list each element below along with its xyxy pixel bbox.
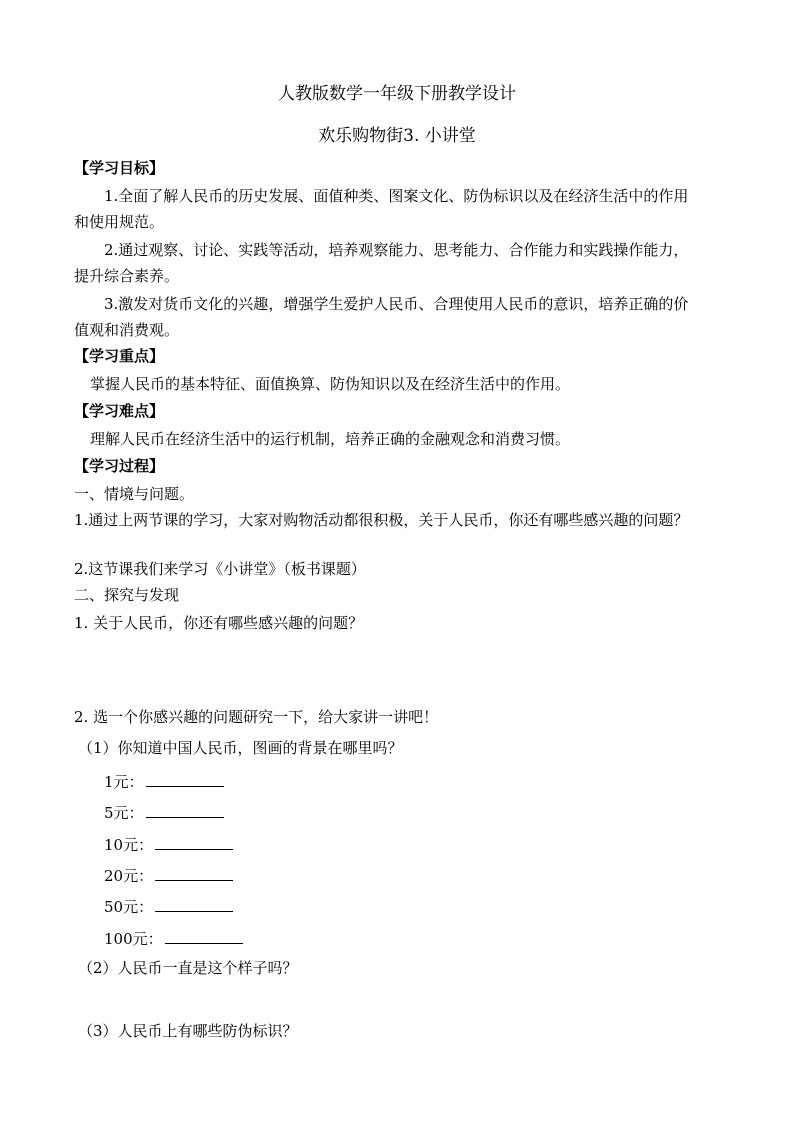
- key-points-heading: 【学习重点】: [74, 347, 165, 365]
- part-2-heading: 二、探究与发现: [74, 586, 180, 604]
- denomination-row: [104, 896, 233, 917]
- goal-1-line-2: 和使用规范。: [74, 213, 165, 231]
- goals-heading: 【学习目标】: [74, 159, 165, 177]
- denomination-row: [104, 802, 224, 823]
- goal-3-line-1: 3.激发对货币文化的兴趣，增强学生爱护人民币、合理使用人民币的意识，培养正确的价: [104, 295, 689, 313]
- sub-question-2: （2）人民币一直是这个样子吗？: [78, 959, 298, 977]
- answer-blank[interactable]: [146, 802, 224, 818]
- key-points-text: 掌握人民币的基本特征、面值换算、防伪知识以及在经济生活中的作用。: [90, 375, 571, 393]
- denomination-row: [104, 865, 233, 886]
- difficulty-text: 理解人民币在经济生活中的运行机制，培养正确的金融观念和消费习惯。: [90, 430, 571, 448]
- denomination-label: 5元：: [104, 804, 144, 822]
- process-heading: 【学习过程】: [74, 457, 165, 475]
- denomination-label: 100元：: [104, 930, 163, 948]
- answer-blank[interactable]: [155, 896, 233, 912]
- denomination-row: [104, 834, 233, 855]
- part-1-heading: 一、情境与问题。: [74, 485, 195, 503]
- denomination-label: 20元：: [104, 867, 154, 885]
- goal-2-line-1: 2.通过观察、讨论、实践等活动，培养观察能力、思考能力、合作能力和实践操作能力，: [104, 241, 689, 259]
- document-title: 人教版数学一年级下册教学设计: [278, 84, 516, 104]
- answer-blank[interactable]: [155, 865, 233, 881]
- question-2: 2.这节课我们来学习《小讲堂》（板书课题）: [74, 560, 366, 578]
- answer-blank[interactable]: [165, 928, 243, 944]
- sub-question-3: （3）人民币上有哪些防伪标识？: [78, 1022, 298, 1040]
- answer-blank[interactable]: [146, 771, 224, 787]
- answer-blank[interactable]: [155, 834, 233, 850]
- question-1: 1.通过上两节课的学习，大家对购物活动都很积极，关于人民币，你还有哪些感兴趣的问题？: [74, 511, 689, 529]
- document-subtitle: 欢乐购物街3. 小讲堂: [318, 126, 476, 146]
- explore-2: 2. 选一个你感兴趣的问题研究一下，给大家讲一讲吧！: [74, 708, 439, 726]
- goal-3-line-2: 值观和消费观。: [74, 321, 180, 339]
- difficulty-heading: 【学习难点】: [74, 402, 165, 420]
- denomination-row: [104, 771, 224, 792]
- denomination-row: [104, 928, 243, 949]
- denomination-label: 10元：: [104, 836, 154, 854]
- denomination-label: 1元：: [104, 773, 144, 791]
- explore-1: 1. 关于人民币，你还有哪些感兴趣的问题？: [74, 614, 364, 632]
- denomination-label: 50元：: [104, 898, 154, 916]
- goal-1-line-1: 1.全面了解人民币的历史发展、面值种类、图案文化、防伪标识以及在经济生活中的作用: [104, 187, 689, 205]
- goal-2-line-2: 提升综合素养。: [74, 267, 180, 285]
- sub-question-1: （1）你知道中国人民币，图画的背景在哪里吗？: [78, 739, 403, 757]
